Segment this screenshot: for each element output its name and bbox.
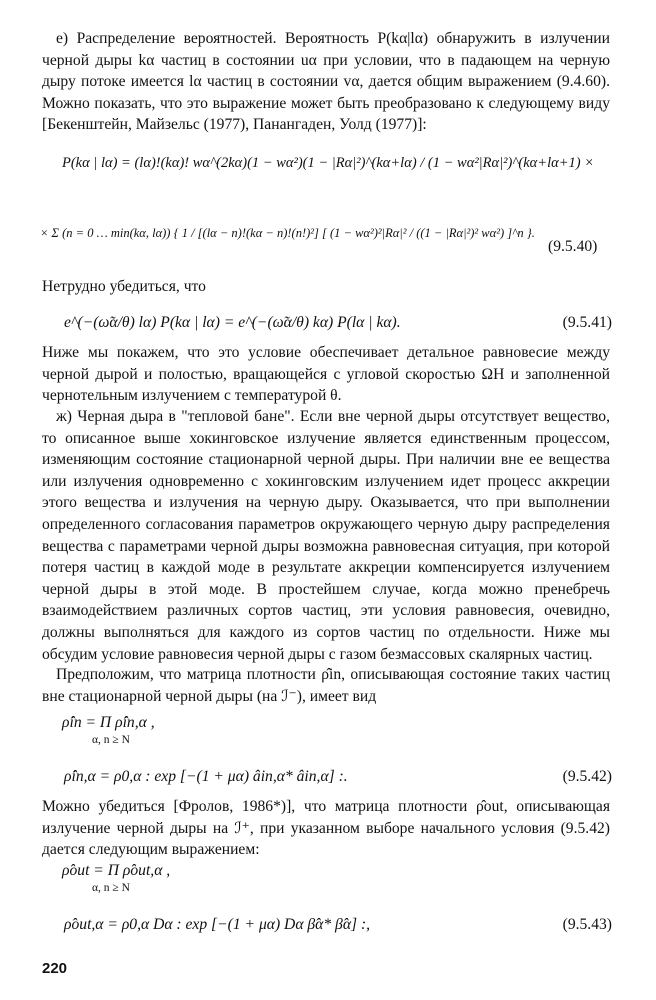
page-number: 220 [42,960,68,977]
equation-9-5-42 [42,766,612,790]
equation-9-5-40-line1-text: P(kα | lα) = (lα)!(kα)! wα^(2kα)(1 − wα²)(1 − |Rα|²)^(kα+lα) / (1 − wα²|Rα|²)^(kα+lα+1) × [62,155,594,171]
equation-9-5-43-text: ρ̂out,α = ρ0,α Dα : exp [−(1 + μα) Dα β̂α* β̂α] :, [64,916,371,933]
paragraph-density-matrix-out: Можно убедиться [Фролов, 1986*)], что матрица плотности ρ̂out, описывающая излучение черной дыры на ℐ⁺, при указанном выборе начального условия (9.5.42) дается следующим выражением: [42,798,610,859]
equation-rho-in-product [62,712,155,747]
paragraph-density-matrix-in: Предположим, что матрица плотности ρ̂in, описывающая состояние таких частиц вне стационарной черной дыры (на ℐ⁻), имеет вид [42,666,610,705]
equation-rho-out-product-subscript: α, n ≥ N [92,881,130,894]
equation-number-9-5-41: (9.5.41) [562,314,612,331]
equation-rho-in-product-text: ρ̂in = Π ρ̂in,α , [62,714,155,731]
equation-9-5-42-text: ρ̂in,α = ρ0,α : exp [−(1 + μα) âin,α* âin,α] :. [64,768,348,785]
equation-9-5-41-text: e^(−(ω̃α/θ) lα) P(kα | lα) = e^(−(ω̃α/θ) kα) P(lα | kα). [64,314,401,331]
text-easy-to-check: Нетрудно убедиться, что [42,278,206,295]
equation-9-5-40-line2 [40,222,540,245]
equation-9-5-43 [42,914,612,938]
paragraph-thermal-bath: ж) Черная дыра в "тепловой бане". Если вне черной дыры отсутствует вещество, то описанное выше хокинговское излучение является единственным процессом, изменяющим состояние стационарной черной дыры. При наличии вне ее вещества или излучения одновременно с хокинговским излучением идет процесс аккреции этого вещества и излучения на черную дыру. Оказывается, что при выполнении определенного согласования параметров окружающего черную дыру распределения вещества с параметрами черной дыры возможна равновесная ситуация, при которой потеря частиц в каждой моде в результате аккреции компенсируется излучением черной дыры в этой моде. В простейшем случае, когда можно пренебречь взаимодействием различных сортов частиц, эти условия равновесия, очевидно, должны выполняться для каждого из сортов частиц по отдельности. Ниже мы обсудим условие равновесия черной дыры с газом безмассовых скалярных частиц. [42,408,610,663]
equation-rho-out-product [62,860,170,895]
equation-number-9-5-42: (9.5.42) [562,768,612,785]
equation-9-5-40-line2-text: × Σ (n = 0 … min(kα, lα)) { 1 / [(lα − n)!(kα − n)!(n!)²] [ (1 − wα²)²|Rα|² / ((1 − |Rα|²)² wα²) ]^n }. [40,226,535,240]
equation-number-9-5-40: (9.5.40) [548,238,598,255]
paragraph-probability-distribution: е) Распределение вероятностей. Вероятность P(kα|lα) обнаружить в излучении черной дыры kα частиц в состоянии uα при условии, что в падающем на черную дыру потоке имеется lα частиц в состоянии vα, дается общим выражением (9.4.60). Можно показать, что это выражение может быть преобразовано к следующему виду [Бекенштейн, Майзельс (1977), Панангаден, Уолд (1977)]: [42,30,610,134]
equation-9-5-41 [42,312,612,336]
equation-9-5-40-line1 [62,152,594,175]
equation-number-9-5-43: (9.5.43) [562,916,612,933]
equation-rho-out-product-text: ρ̂out = Π ρ̂out,α , [62,862,171,879]
equation-rho-in-product-subscript: α, n ≥ N [92,733,130,746]
paragraph-detailed-balance: Ниже мы покажем, что это условие обеспечивает детальное равновесие между черной дырой и полостью, вращающейся с угловой скоростью ΩH и заполненной чернотельным излучением с температурой θ. [42,344,610,405]
